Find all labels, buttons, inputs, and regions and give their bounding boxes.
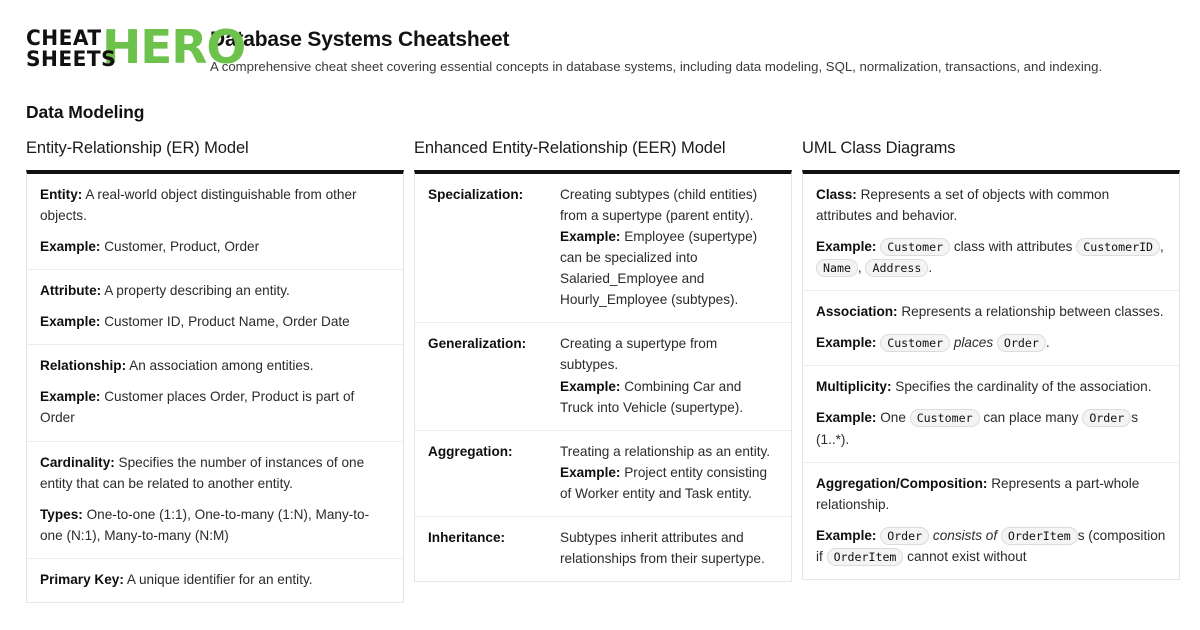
logo-line-sheets: SHEETS [26,46,117,71]
row-definition: Represents a part-whole relationship. [816,475,1140,512]
example-emphasis: consists of [929,527,1001,543]
row-term: Attribute: [40,283,102,299]
row-spacer [816,397,1166,407]
row-definition: Subtypes inherit attributes and relationships from their supertype. [560,529,765,566]
inline-code: Customer [910,409,980,427]
card-row [803,291,1179,366]
inline-code: Customer [880,238,950,256]
example-text: s (composition if [816,527,1166,564]
column-1 [26,139,404,603]
row-definition: A real-world object distinguishable from other objects. [40,187,357,224]
example-text: Customer, Product, Order [104,239,260,255]
example-label: Example: [816,239,881,255]
section-title-data-modeling: Data Modeling [26,102,145,122]
inline-code: OrderItem [827,548,904,566]
example-label: Example: [560,229,625,245]
page-subtitle: A comprehensive cheat sheet covering essential concepts in database systems, including data modeling, SQL, normalization, transactions, and indexing. [210,59,1103,75]
row-term: Class: [816,187,857,202]
page-header [26,20,1174,82]
card-row [27,559,403,602]
card-row [27,174,403,270]
row-term: Relationship: [40,358,127,374]
card [802,170,1180,580]
example-label: Example: [560,378,625,394]
row-term: Aggregation/Composition: [816,475,988,491]
row-definition: Specifies the cardinality of the association. [891,379,1152,395]
column-title: Entity-Relationship (ER) Model [26,139,249,157]
card-row [803,174,1179,291]
example-text: One [880,410,910,426]
example-label: Example: [816,410,881,426]
page-title: Database Systems Cheatsheet [210,28,510,51]
example-text: Combining Car and Truck into Vehicle (supertype). [560,378,744,415]
example-text: , [1160,239,1164,255]
row-spacer [40,494,390,504]
example-text: Customer ID, Product Name, Order Date [104,314,350,330]
example-label: Example: [816,335,881,351]
inline-code: OrderItem [1001,527,1078,545]
card-row [27,442,403,559]
row-term: Inheritance: [428,529,506,545]
cheatsheethero-logo [26,20,246,76]
row-spacer [816,322,1166,332]
row-term: Entity: [40,187,83,202]
example-label: Types: [40,506,87,522]
inline-code: Order [997,334,1046,352]
example-label: Example: [40,389,105,405]
column-title: Enhanced Entity-Relationship (EER) Model [414,139,726,157]
card-row [27,270,403,345]
example-text: Employee (supertype) can be specialized into Salaried_Employee and Hourly_Employee (subtypes). [560,229,758,308]
column-3 [802,139,1180,603]
row-term: Association: [816,304,898,320]
inline-code: Customer [880,334,950,352]
card-row [415,323,791,430]
example-label: Example: [560,464,625,480]
card-row [415,517,791,581]
card-row [27,345,403,441]
row-definition: Treating a relationship as an entity. Example: Project entity consisting of Worker entity and Task entity. [560,443,771,501]
row-definition: Represents a relationship between classes. [897,304,1164,320]
card-row [415,431,791,517]
row-term: Primary Key: [40,571,124,587]
column-2 [414,139,792,603]
example-text: class with attributes [950,239,1077,255]
example-text: s (1..*). [816,410,1139,447]
inline-code: Name [816,259,858,277]
row-term: Cardinality: [40,454,115,470]
row-definition: Specifies the number of instances of one entity that can be related to another entity. [40,454,365,491]
example-label: Example: [816,527,881,543]
row-definition: Represents a set of objects with common attributes and behavior. [816,187,1110,224]
card-row [415,174,791,323]
example-text: Project entity consisting of Worker entity and Task entity. [560,464,768,501]
row-spacer [40,226,390,236]
column-title: UML Class Diagrams [802,139,956,157]
row-definition: Creating a supertype from subtypes. Example: Combining Car and Truck into Vehicle (supertype). [560,336,744,415]
row-definition: An association among entities. [126,358,314,374]
example-text: One-to-one (1:1), One-to-many (1:N), Many-to-one (N:1), Many-to-many (N:M) [40,506,370,543]
card-row [803,463,1179,579]
example-label: Example: [40,314,105,330]
row-term: Generalization: [428,336,527,352]
card [414,170,792,582]
row-spacer [816,226,1166,236]
example-text: cannot exist without [903,548,1027,564]
card-row [803,366,1179,462]
row-spacer [40,376,390,386]
logo-wordmark-stack [26,28,120,69]
card [26,170,404,603]
example-text: . [1045,335,1050,351]
row-definition: A unique identifier for an entity. [123,571,313,587]
example-text: Customer places Order, Product is part of Order [40,389,355,426]
example-text: can place many [979,410,1083,426]
row-spacer [816,515,1166,525]
example-label: Example: [40,239,105,255]
inline-code: Order [880,527,929,545]
row-term: Specialization: [428,187,524,202]
row-definition: Creating subtypes (child entities) from a supertype (parent entity). Example: Employee (supertype) can be specialized into Salaried_Employee and Hourly_Employee (subtypes). [560,187,758,308]
logo-accent-hero: HERO [102,20,246,74]
example-text: . [928,260,933,276]
columns-container [26,139,1174,603]
row-term: Multiplicity: [816,379,892,395]
row-spacer [40,301,390,311]
example-emphasis: places [950,335,997,351]
logo-line-cheat: CHEAT [26,26,102,50]
inline-code: Order [1082,409,1131,427]
inline-code: Address [865,259,928,277]
row-definition: A property describing an entity. [101,283,290,299]
example-text: , [857,260,866,276]
row-term: Aggregation: [428,443,513,459]
header-text-block [210,24,1102,76]
inline-code: CustomerID [1076,238,1160,256]
